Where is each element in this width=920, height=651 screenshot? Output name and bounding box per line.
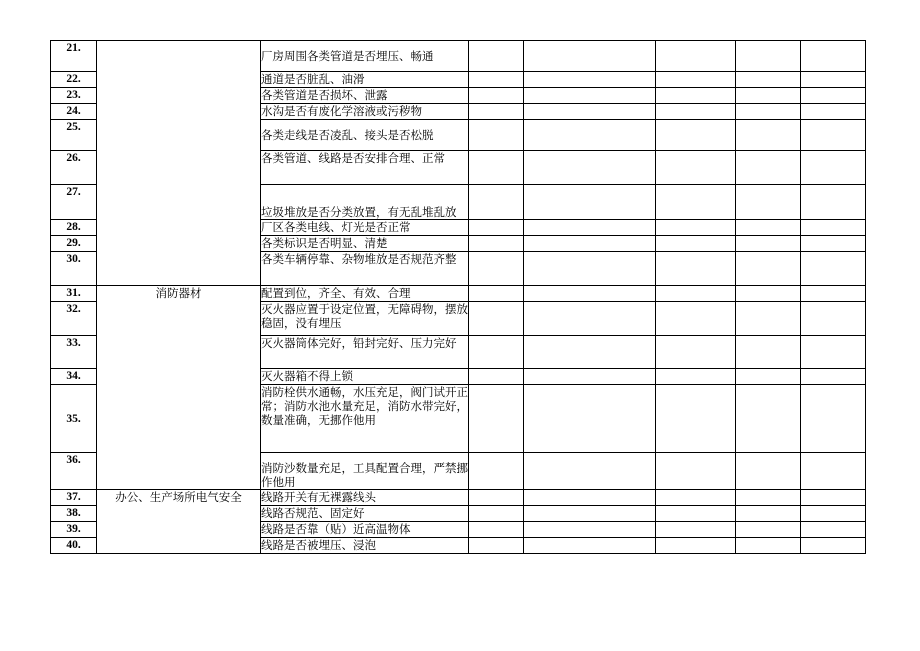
check-item: 通道是否脏乱、油滑 <box>261 72 469 88</box>
blank-cell[interactable] <box>656 522 736 538</box>
blank-cell[interactable] <box>736 490 801 506</box>
check-item: 线路开关有无裸露线头 <box>261 490 469 506</box>
blank-cell[interactable] <box>801 151 866 185</box>
blank-cell[interactable] <box>801 286 866 302</box>
blank-cell[interactable] <box>801 369 866 385</box>
blank-cell[interactable] <box>656 236 736 252</box>
check-item: 垃圾堆放是否分类放置，有无乱堆乱放 <box>261 185 469 220</box>
blank-cell[interactable] <box>524 286 656 302</box>
blank-cell[interactable] <box>801 88 866 104</box>
blank-cell[interactable] <box>524 538 656 554</box>
blank-cell[interactable] <box>736 286 801 302</box>
row-number: 33. <box>51 336 97 369</box>
blank-cell[interactable] <box>469 72 524 88</box>
check-item: 厂区各类电线、灯光是否正常 <box>261 220 469 236</box>
blank-cell[interactable] <box>736 220 801 236</box>
blank-cell[interactable] <box>736 538 801 554</box>
row-number: 38. <box>51 506 97 522</box>
inspection-table <box>50 40 866 554</box>
check-item: 线路是否被埋压、浸泡 <box>261 538 469 554</box>
blank-cell[interactable] <box>736 385 801 453</box>
row-number: 26. <box>51 151 97 185</box>
blank-cell[interactable] <box>524 120 656 151</box>
blank-cell[interactable] <box>524 88 656 104</box>
row-number: 21. <box>51 41 97 72</box>
row-number: 36. <box>51 453 97 490</box>
check-item: 配置到位，齐全、有效、合理 <box>261 286 469 302</box>
table-row <box>51 490 866 506</box>
blank-cell[interactable] <box>736 522 801 538</box>
blank-cell[interactable] <box>801 522 866 538</box>
blank-cell[interactable] <box>469 538 524 554</box>
blank-cell[interactable] <box>524 104 656 120</box>
blank-cell[interactable] <box>736 236 801 252</box>
blank-cell[interactable] <box>469 453 524 490</box>
blank-cell[interactable] <box>469 185 524 220</box>
blank-cell[interactable] <box>524 336 656 369</box>
blank-cell[interactable] <box>656 302 736 336</box>
blank-cell[interactable] <box>736 369 801 385</box>
check-item: 线路是否靠（贴）近高温物体 <box>261 522 469 538</box>
blank-cell[interactable] <box>524 236 656 252</box>
blank-cell[interactable] <box>801 220 866 236</box>
row-number: 25. <box>51 120 97 151</box>
blank-cell[interactable] <box>469 120 524 151</box>
check-item: 线路否规范、固定好 <box>261 506 469 522</box>
check-item: 各类管道是否损坏、泄露 <box>261 88 469 104</box>
blank-cell[interactable] <box>801 236 866 252</box>
row-number: 31. <box>51 286 97 302</box>
blank-cell[interactable] <box>656 336 736 369</box>
check-item: 各类走线是否凌乱、接头是否松脱 <box>261 120 469 151</box>
check-item: 各类车辆停靠、杂物堆放是否规范齐整 <box>261 252 469 286</box>
blank-cell[interactable] <box>736 506 801 522</box>
check-item: 水沟是否有废化学溶液或污秽物 <box>261 104 469 120</box>
blank-cell[interactable] <box>736 252 801 286</box>
blank-cell[interactable] <box>801 41 866 72</box>
blank-cell[interactable] <box>736 453 801 490</box>
blank-cell[interactable] <box>736 151 801 185</box>
blank-cell[interactable] <box>469 252 524 286</box>
blank-cell[interactable] <box>656 220 736 236</box>
blank-cell[interactable] <box>801 385 866 453</box>
check-item: 各类管道、线路是否安排合理、正常 <box>261 151 469 185</box>
category-cell-blank <box>97 41 261 286</box>
blank-cell[interactable] <box>524 72 656 88</box>
row-number: 29. <box>51 236 97 252</box>
blank-cell[interactable] <box>801 185 866 220</box>
blank-cell[interactable] <box>469 104 524 120</box>
blank-cell[interactable] <box>469 286 524 302</box>
blank-cell[interactable] <box>736 185 801 220</box>
blank-cell[interactable] <box>469 490 524 506</box>
blank-cell[interactable] <box>656 41 736 72</box>
blank-cell[interactable] <box>801 336 866 369</box>
check-item: 灭火器箱不得上锁 <box>261 369 469 385</box>
blank-cell[interactable] <box>469 369 524 385</box>
row-number: 22. <box>51 72 97 88</box>
blank-cell[interactable] <box>524 252 656 286</box>
blank-cell[interactable] <box>656 286 736 302</box>
blank-cell[interactable] <box>736 88 801 104</box>
blank-cell[interactable] <box>801 104 866 120</box>
blank-cell[interactable] <box>656 151 736 185</box>
blank-cell[interactable] <box>656 252 736 286</box>
blank-cell[interactable] <box>524 151 656 185</box>
row-number: 23. <box>51 88 97 104</box>
blank-cell[interactable] <box>736 336 801 369</box>
blank-cell[interactable] <box>524 302 656 336</box>
blank-cell[interactable] <box>524 185 656 220</box>
table-row <box>51 41 866 72</box>
blank-cell[interactable] <box>801 490 866 506</box>
blank-cell[interactable] <box>656 538 736 554</box>
blank-cell[interactable] <box>736 72 801 88</box>
row-number: 35. <box>51 385 97 453</box>
row-number: 24. <box>51 104 97 120</box>
blank-cell[interactable] <box>656 369 736 385</box>
blank-cell[interactable] <box>801 302 866 336</box>
blank-cell[interactable] <box>656 506 736 522</box>
blank-cell[interactable] <box>524 41 656 72</box>
blank-cell[interactable] <box>801 252 866 286</box>
blank-cell[interactable] <box>656 385 736 453</box>
blank-cell[interactable] <box>736 302 801 336</box>
blank-cell[interactable] <box>801 538 866 554</box>
blank-cell[interactable] <box>469 522 524 538</box>
row-number: 32. <box>51 302 97 336</box>
category-electrical-safety: 办公、生产场所电气安全 <box>97 490 261 554</box>
check-item: 消防沙数量充足，工具配置合理，严禁挪作他用 <box>261 453 469 490</box>
check-item: 灭火器筒体完好，铅封完好、压力完好 <box>261 336 469 369</box>
blank-cell[interactable] <box>469 302 524 336</box>
check-item: 灭火器应置于设定位置，无障碍物，摆放稳固，没有埋压 <box>261 302 469 336</box>
blank-cell[interactable] <box>469 506 524 522</box>
blank-cell[interactable] <box>524 385 656 453</box>
row-number: 27. <box>51 185 97 220</box>
blank-cell[interactable] <box>656 453 736 490</box>
check-item: 消防栓供水通畅，水压充足，阀门试开正常；消防水池水量充足，消防水带完好，数量准确，无挪作他用 <box>261 385 469 453</box>
blank-cell[interactable] <box>656 104 736 120</box>
blank-cell[interactable] <box>656 490 736 506</box>
blank-cell[interactable] <box>524 506 656 522</box>
blank-cell[interactable] <box>656 72 736 88</box>
check-item: 厂房周围各类管道是否埋压、畅通 <box>261 41 469 72</box>
blank-cell[interactable] <box>469 151 524 185</box>
blank-cell[interactable] <box>801 72 866 88</box>
blank-cell[interactable] <box>469 385 524 453</box>
blank-cell[interactable] <box>524 490 656 506</box>
blank-cell[interactable] <box>469 336 524 369</box>
category-fire-equipment: 消防器材 <box>97 286 261 490</box>
blank-cell[interactable] <box>524 453 656 490</box>
blank-cell[interactable] <box>801 453 866 490</box>
check-item: 各类标识是否明显、清楚 <box>261 236 469 252</box>
blank-cell[interactable] <box>656 185 736 220</box>
blank-cell[interactable] <box>736 120 801 151</box>
row-number: 30. <box>51 252 97 286</box>
row-number: 37. <box>51 490 97 506</box>
blank-cell[interactable] <box>736 104 801 120</box>
blank-cell[interactable] <box>524 369 656 385</box>
blank-cell[interactable] <box>469 88 524 104</box>
blank-cell[interactable] <box>656 120 736 151</box>
blank-cell[interactable] <box>524 522 656 538</box>
blank-cell[interactable] <box>524 220 656 236</box>
blank-cell[interactable] <box>469 41 524 72</box>
row-number: 40. <box>51 538 97 554</box>
blank-cell[interactable] <box>469 236 524 252</box>
table-row <box>51 286 866 302</box>
row-number: 28. <box>51 220 97 236</box>
blank-cell[interactable] <box>469 220 524 236</box>
blank-cell[interactable] <box>801 120 866 151</box>
blank-cell[interactable] <box>801 506 866 522</box>
row-number: 34. <box>51 369 97 385</box>
blank-cell[interactable] <box>736 41 801 72</box>
blank-cell[interactable] <box>656 88 736 104</box>
row-number: 39. <box>51 522 97 538</box>
